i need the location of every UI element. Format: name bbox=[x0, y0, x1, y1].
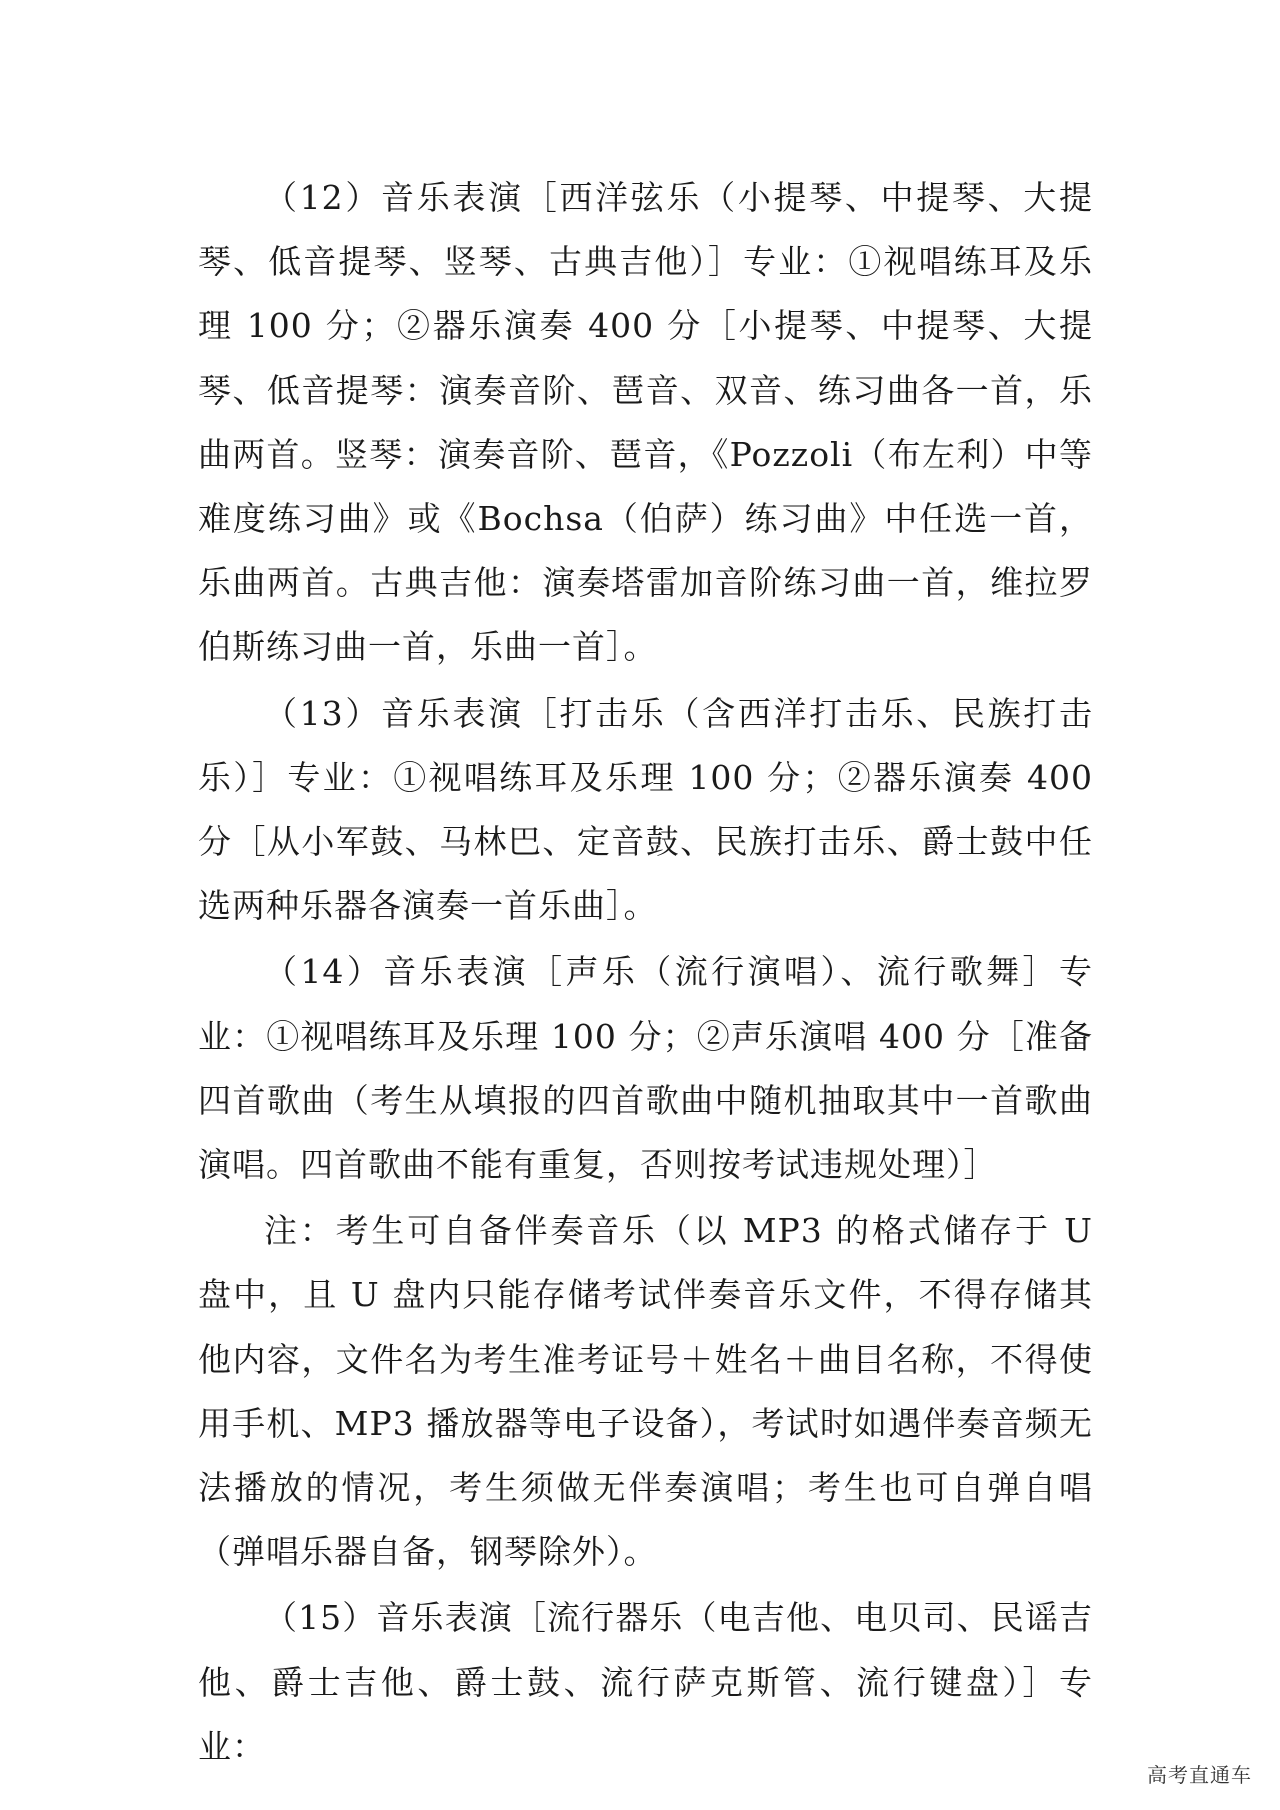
paragraph-14-pop-vocal: （14）音乐表演［声乐（流行演唱）、流行歌舞］专业：①视唱练耳及乐理 100 分；②声乐演唱 400 分［准备四首歌曲（考生从填报的四首歌曲中随机抽取其中一首歌曲演唱。四首歌曲不能有重复，否则按考试违规处理）］ bbox=[198, 952, 1093, 1185]
watermark-text: 高考直通车 bbox=[1147, 1763, 1252, 1787]
paragraph-12-western-strings: （12）音乐表演［西洋弦乐（小提琴、中提琴、大提琴、低音提琴、竖琴、古典吉他）］专业：①视唱练耳及乐理 100 分；②器乐演奏 400 分［小提琴、中提琴、大提琴、低音提琴：演奏音阶、琶音、双音、练习曲各一首，乐曲两首。竖琴：演奏音阶、琶音，《Pozzoli（布左利）中等难度练习曲》或《Bochsa（伯萨）练习曲》中任选一首，乐曲两首。古典吉他：演奏塔雷加音阶练习曲一首，维拉罗伯斯练习曲一首，乐曲一首］。 bbox=[198, 178, 1093, 667]
paragraph-15-pop-instruments: （15）音乐表演［流行器乐（电吉他、电贝司、民谣吉他、爵士吉他、爵士鼓、流行萨克斯管、流行键盘）］专业： bbox=[198, 1598, 1093, 1766]
document-body bbox=[198, 166, 1093, 1781]
paragraph-note-accompaniment: 注：考生可自备伴奏音乐（以 MP3 的格式储存于 U 盘中，且 U 盘内只能存储考试伴奏音乐文件，不得存储其他内容，文件名为考生准考证号＋姓名＋曲目名称，不得使用手机、MP3 播放器等电子设备），考试时如遇伴奏音频无法播放的情况，考生须做无伴奏演唱；考生也可自弹自唱（弹唱乐器自备，钢琴除外）。 bbox=[198, 1211, 1093, 1572]
paragraph-13-percussion: （13）音乐表演［打击乐（含西洋打击乐、民族打击乐）］专业：①视唱练耳及乐理 100 分；②器乐演奏 400 分［从小军鼓、马林巴、定音鼓、民族打击乐、爵士鼓中任选两种乐器各演奏一首乐曲］。 bbox=[198, 693, 1093, 926]
